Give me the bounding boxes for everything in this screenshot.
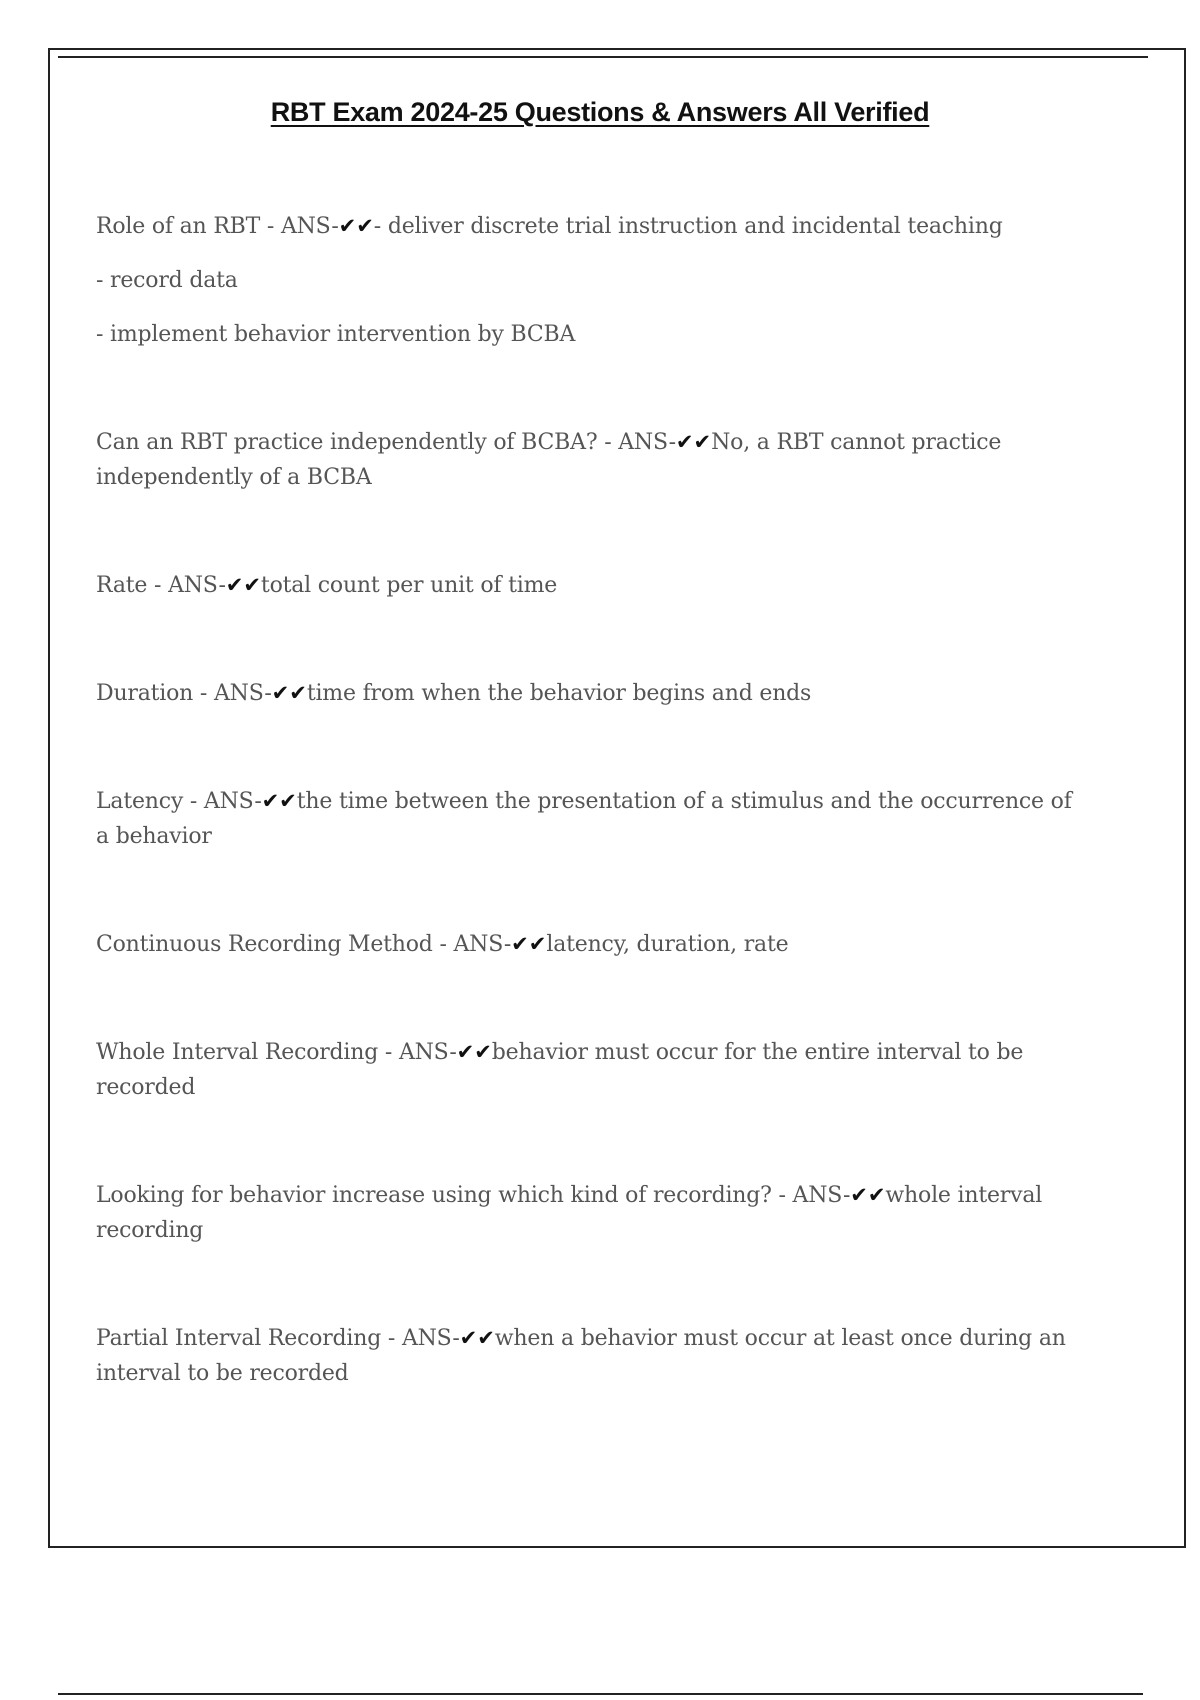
check-icon: ✔✔ [511, 932, 547, 956]
qa-item-duration [96, 676, 1076, 711]
answer-line-implement: - implement behavior intervention by BCBA [96, 322, 576, 347]
answer-line-record-data: - record data [96, 268, 238, 293]
qa-item-role-of-rbt [96, 209, 1076, 244]
question-text: Looking for behavior increase using which kind of recording? - ANS- [96, 1183, 851, 1208]
qa-item-behavior-increase [96, 1178, 1076, 1248]
qa-item-rate [96, 568, 1076, 603]
answer-text: behavior must occur for the entire interval to be recorded [96, 1040, 1030, 1100]
qa-item-continuous-recording [96, 927, 1076, 962]
top-rule [58, 56, 1148, 58]
answer-text: when a behavior must occur at least once during an interval to be recorded [96, 1326, 1073, 1386]
document-title: RBT Exam 2024-25 Questions & Answers All Verified [270, 97, 930, 127]
qa-item-whole-interval [96, 1035, 1076, 1105]
question-text: Continuous Recording Method - ANS- [96, 932, 512, 957]
check-icon: ✔✔ [675, 430, 712, 454]
question-text: Rate - ANS- [96, 573, 226, 598]
answer-text: time from when the behavior begins and ends [306, 681, 812, 706]
answer-text: No, a RBT cannot practice independently of a BCBA [96, 430, 1009, 490]
check-icon: ✔✔ [271, 681, 307, 705]
qa-item-practice-independently [96, 425, 1076, 495]
check-icon: ✔✔ [338, 214, 374, 238]
check-icon: ✔✔ [225, 573, 261, 597]
qa-item-partial-interval [96, 1321, 1076, 1391]
question-text: Role of an RBT - ANS- [96, 214, 339, 239]
footer-rule [58, 1693, 1143, 1695]
question-text: Partial Interval Recording - ANS- [96, 1326, 460, 1351]
question-text: Whole Interval Recording - ANS- [96, 1040, 457, 1065]
answer-text: the time between the presentation of a stimulus and the occurrence of a behavior [96, 789, 1079, 849]
answer-text: total count per unit of time [260, 573, 558, 598]
qa-item-latency [96, 784, 1079, 854]
check-icon: ✔✔ [261, 789, 297, 813]
question-text: Latency - ANS- [96, 789, 262, 814]
answer-text: latency, duration, rate [546, 932, 789, 957]
answer-text: - deliver discrete trial instruction and incidental teaching [373, 214, 1003, 239]
check-icon: ✔✔ [456, 1040, 492, 1064]
question-text: Duration - ANS- [96, 681, 272, 706]
check-icon: ✔✔ [850, 1183, 886, 1207]
question-text: Can an RBT practice independently of BCBA? - ANS- [96, 430, 676, 455]
check-icon: ✔✔ [459, 1326, 495, 1350]
answer-text: whole interval recording [96, 1183, 1049, 1243]
